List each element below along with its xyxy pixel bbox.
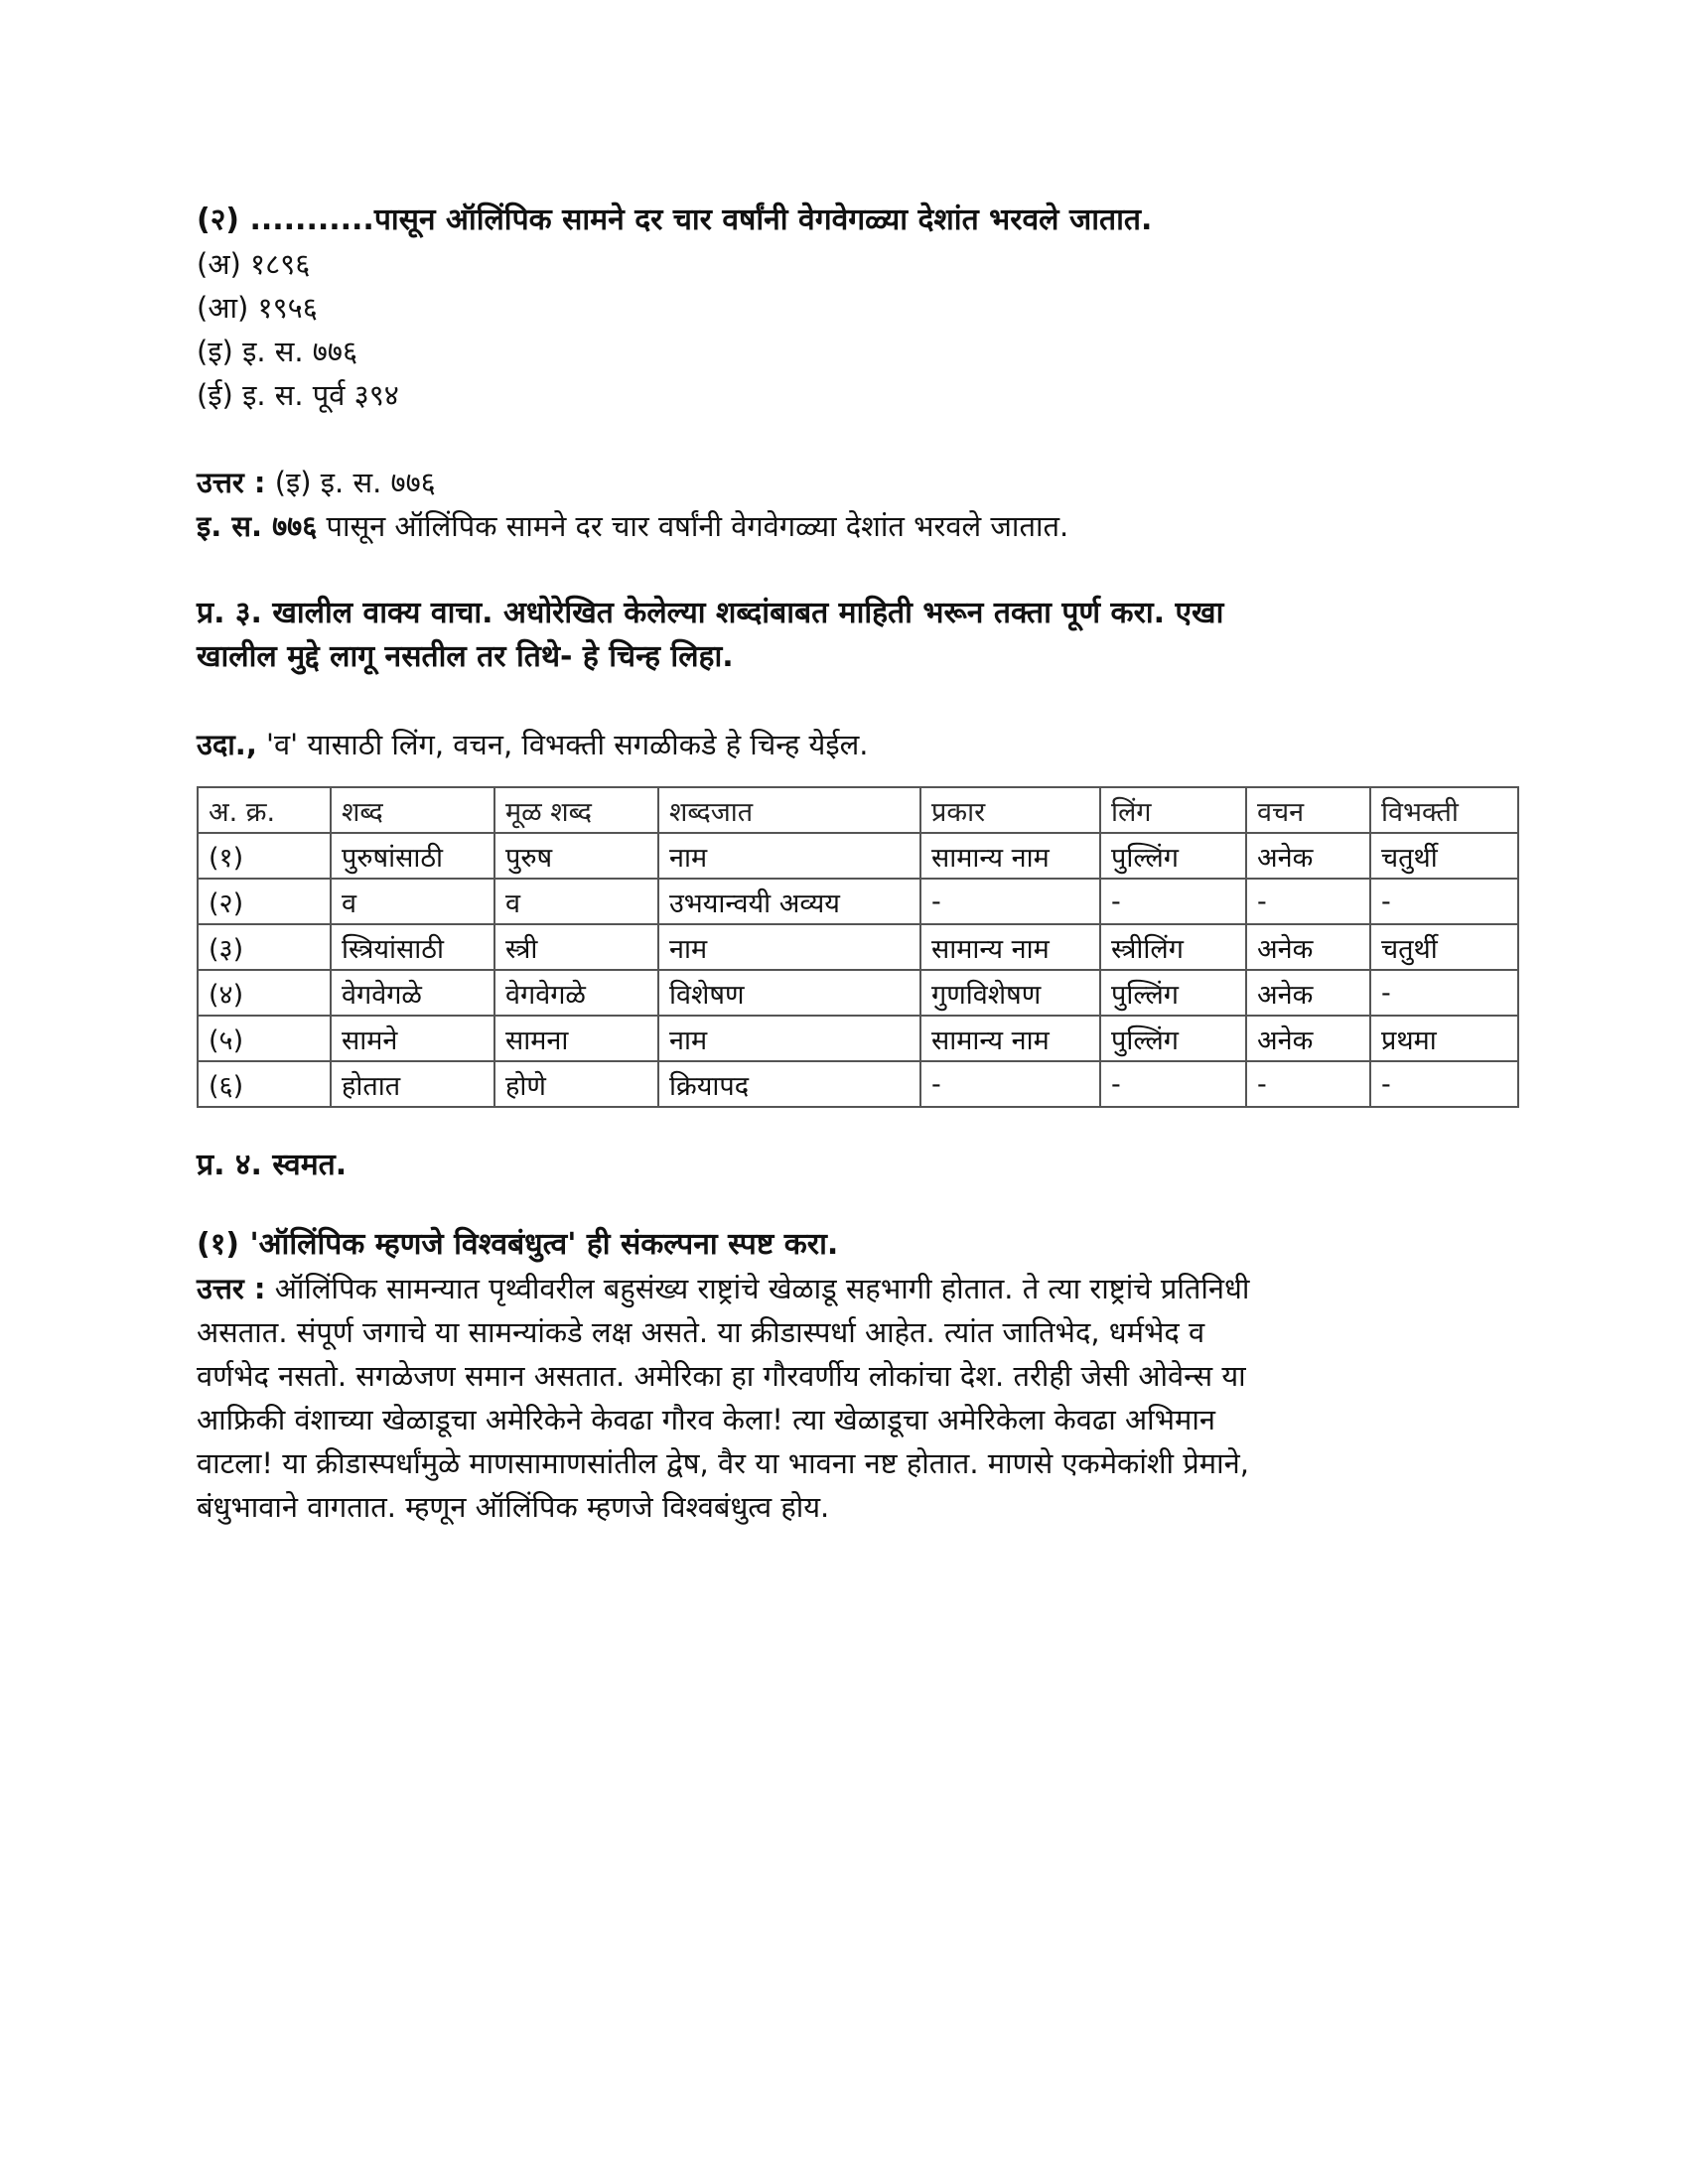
table-cell: गुणविशेषण (920, 970, 1100, 1016)
table-cell: (१) (198, 833, 331, 879)
table-cell: स्त्रीलिंग (1100, 924, 1246, 970)
spacer (197, 679, 1517, 723)
table-cell: स्त्री (494, 924, 658, 970)
table-row (198, 879, 1518, 924)
table-cell: सामने (331, 1016, 494, 1061)
spacer (197, 1187, 1517, 1223)
table-header-cell: वचन (1246, 787, 1370, 833)
table-cell: प्रथमा (1370, 1016, 1518, 1061)
table-cell: सामान्य नाम (920, 924, 1100, 970)
table-cell: अनेक (1246, 924, 1370, 970)
table-header-cell: प्रकार (920, 787, 1100, 833)
table-cell: (६) (198, 1061, 331, 1107)
table-cell: नाम (658, 924, 920, 970)
table-cell: विशेषण (658, 970, 920, 1016)
question-4-answer-line-5: वाटला! या क्रीडास्पर्धांमुळे माणसामाणसांतील द्वेष, वैर या भावना नष्ट होतात. माणसे एकमेकांशी प्रेमाने, (197, 1446, 1249, 1480)
table-cell: - (920, 879, 1100, 924)
table-cell: - (1370, 970, 1518, 1016)
table-cell: नाम (658, 833, 920, 879)
question-4-subtitle: (१) 'ऑलिंपिक म्हणजे विश्वबंधुत्व' ही संकल्पना स्पष्ट करा. (197, 1227, 839, 1262)
table-row (198, 1061, 1518, 1107)
table-cell: पुरुष (494, 833, 658, 879)
table-cell: पुल्लिंग (1100, 970, 1246, 1016)
table-cell: - (1370, 1061, 1518, 1107)
question-4-answer-line-2: असतात. संपूर्ण जगाचे या सामन्यांकडे लक्ष असते. या क्रीडास्पर्धा आहेत. त्यांत जातिभेद, धर्मभेद व (197, 1315, 1205, 1349)
table-cell: नाम (658, 1016, 920, 1061)
table-cell: स्त्रियांसाठी (331, 924, 494, 970)
question-2-option-b: (आ) १९५६ (197, 291, 318, 325)
grammar-table (197, 786, 1519, 1108)
table-cell: सामान्य नाम (920, 1016, 1100, 1061)
table-header-row (198, 787, 1518, 833)
table-cell: वेगवेगळे (494, 970, 658, 1016)
table-cell: - (1246, 879, 1370, 924)
table-cell: पुल्लिंग (1100, 833, 1246, 879)
table-cell: अनेक (1246, 833, 1370, 879)
table-header-cell: विभक्ती (1370, 787, 1518, 833)
table-cell: सामना (494, 1016, 658, 1061)
answer-text: ऑलिंपिक सामन्यात पृथ्वीवरील बहुसंख्य राष्ट्रांचे खेळाडू सहभागी होतात. ते त्या राष्ट्रांचे प्रतिनिधी (265, 1272, 1250, 1305)
answer-sentence-bold: इ. स. ७७६ (197, 509, 318, 543)
answer-label: उत्तर : (197, 466, 266, 499)
table-cell: - (1100, 879, 1246, 924)
answer-value: (इ) इ. स. ७७६ (265, 466, 436, 499)
table-cell: चतुर्थी (1370, 924, 1518, 970)
question-3-title-line-1: प्र. ३. खालील वाक्य वाचा. अधोरेखित केलेल्या शब्दांबाबत माहिती भरून तक्ता पूर्ण करा. एखा (197, 596, 1224, 630)
question-2-answer-sentence (197, 504, 1517, 548)
table-cell: चतुर्थी (1370, 833, 1518, 879)
question-4-answer-line-6: बंधुभावाने वागतात. म्हणून ऑलिंपिक म्हणजे विश्वबंधुत्व होय. (197, 1490, 830, 1524)
table-header-cell: शब्दजात (658, 787, 920, 833)
table-cell: होतात (331, 1061, 494, 1107)
document-page (197, 199, 1517, 1529)
question-2-answer (197, 461, 1517, 504)
table-cell: क्रियापद (658, 1061, 920, 1107)
question-2-title: (२) ...........पासून ऑलिंपिक सामने दर चार वर्षांनी वेगवेगळ्या देशांत भरवले जातात. (197, 203, 1153, 237)
question-2-option-c: (इ) इ. स. ७७६ (197, 335, 358, 368)
table-cell: सामान्य नाम (920, 833, 1100, 879)
table-cell: (४) (198, 970, 331, 1016)
table-cell: - (920, 1061, 1100, 1107)
question-4-answer-line-1 (197, 1267, 1517, 1310)
table-row (198, 924, 1518, 970)
table-row (198, 970, 1518, 1016)
table-cell: अनेक (1246, 1016, 1370, 1061)
answer-sentence-rest: पासून ऑलिंपिक सामने दर चार वर्षांनी वेगवेगळ्या देशांत भरवले जातात. (317, 509, 1069, 543)
question-2-option-d: (ई) इ. स. पूर्व ३९४ (197, 378, 399, 412)
table-cell: व (331, 879, 494, 924)
table-header-cell: शब्द (331, 787, 494, 833)
table-header-cell: मूळ शब्द (494, 787, 658, 833)
table-cell: (२) (198, 879, 331, 924)
table-cell: होणे (494, 1061, 658, 1107)
table-header-cell: अ. क्र. (198, 787, 331, 833)
question-3-title-line-2: खालील मुद्दे लागू नसतील तर तिथे- हे चिन्ह लिहा. (197, 639, 734, 674)
table-cell: (३) (198, 924, 331, 970)
example-text: 'व' यासाठी लिंग, वचन, विभक्ती सगळीकडे हे चिन्ह येईल. (256, 728, 869, 761)
table-row (198, 1016, 1518, 1061)
question-2-option-a: (अ) १८९६ (197, 247, 311, 281)
spacer (197, 417, 1517, 461)
table-cell: - (1370, 879, 1518, 924)
table-cell: वेगवेगळे (331, 970, 494, 1016)
spacer (197, 548, 1517, 592)
table-cell: उभयान्वयी अव्यय (658, 879, 920, 924)
question-4-answer-line-3: वर्णभेद नसतो. सगळेजण समान असतात. अमेरिका हा गौरवर्णीय लोकांचा देश. तरीही जेसी ओवेन्स या (197, 1359, 1246, 1393)
question-4-heading: प्र. ४. स्वमत. (197, 1148, 348, 1182)
table-cell: (५) (198, 1016, 331, 1061)
table-cell: व (494, 879, 658, 924)
question-4-answer-line-4: आफ्रिकी वंशाच्या खेळाडूचा अमेरिकेने केवढा गौरव केला! त्या खेळाडूचा अमेरिकेला केवढा अभिमान (197, 1403, 1215, 1436)
spacer (197, 1108, 1517, 1144)
table-cell: - (1100, 1061, 1246, 1107)
answer-label: उत्तर : (197, 1272, 266, 1305)
table-cell: - (1246, 1061, 1370, 1107)
table-cell: अनेक (1246, 970, 1370, 1016)
table-cell: पुरुषांसाठी (331, 833, 494, 879)
table-row (198, 833, 1518, 879)
table-header-cell: लिंग (1100, 787, 1246, 833)
table-cell: पुल्लिंग (1100, 1016, 1246, 1061)
question-3-example (197, 723, 1517, 766)
example-label: उदा., (197, 728, 257, 761)
